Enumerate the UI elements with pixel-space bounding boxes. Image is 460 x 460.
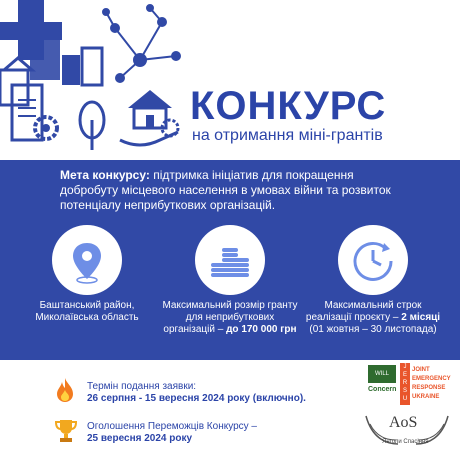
feature-duration-line2: (01 жовтня – 30 листопада) bbox=[309, 324, 437, 335]
goal-label: Мета конкурсу: bbox=[60, 168, 150, 182]
coin-stack-icon bbox=[195, 225, 265, 295]
partner2-logo: Concern bbox=[368, 386, 397, 393]
feature-grant bbox=[160, 300, 300, 336]
feature-duration-months: 2 місяці bbox=[401, 312, 441, 323]
clock-circle bbox=[338, 225, 408, 295]
header-illustration bbox=[0, 0, 190, 160]
aos-logo-text: AoS bbox=[389, 414, 418, 431]
page-title: КОНКУРС bbox=[190, 84, 387, 128]
info-band bbox=[0, 160, 460, 360]
deadline-label: Термін подання заявки: bbox=[87, 381, 197, 392]
announcement-value: 25 вересня 2024 року bbox=[87, 433, 193, 444]
jersu-bar: J E R S U bbox=[400, 363, 410, 405]
feature-grant-line2: організацій – bbox=[163, 324, 227, 335]
announcement-block bbox=[87, 421, 257, 445]
goal-body: підтримка ініціатив для покращення добробуту місцевого населення в умовах війни та розвиток потенціалу неприбуткових організацій. bbox=[60, 168, 391, 212]
feature-grant-line1: Максимальний розмір гранту для неприбуткових bbox=[162, 300, 298, 323]
clock-icon bbox=[338, 225, 408, 295]
feature-location-line2: Миколаївська область bbox=[35, 312, 139, 323]
feature-location-line1: Баштанський район, bbox=[39, 300, 135, 311]
page-subtitle: на отримання міні-грантів bbox=[192, 127, 383, 144]
goal-text bbox=[60, 168, 400, 213]
feature-duration bbox=[303, 300, 443, 336]
trophy-icon bbox=[54, 418, 78, 444]
feature-duration-line1: Максимальний строк реалізації проєкту – bbox=[305, 300, 422, 323]
partner-logos bbox=[368, 365, 396, 405]
jersu-logo: JOINT EMERGENCY RESPONSE UKRAINE bbox=[412, 367, 451, 400]
feature-grant-amount: до 170 000 грн bbox=[226, 324, 297, 335]
deadline-value: 26 серпня - 15 вересня 2024 року (включно). bbox=[87, 393, 306, 404]
fire-icon bbox=[55, 377, 75, 403]
deadline-block bbox=[87, 381, 306, 405]
feature-location bbox=[17, 300, 157, 324]
location-pin-icon bbox=[52, 225, 122, 295]
announcement-label: Оголошення Переможців Конкурсу – bbox=[87, 421, 257, 432]
partner1-logo: WILL bbox=[368, 365, 396, 383]
location-circle bbox=[52, 225, 122, 295]
coins-circle bbox=[195, 225, 265, 295]
aos-caption: Янголи Спасіння bbox=[382, 439, 429, 445]
